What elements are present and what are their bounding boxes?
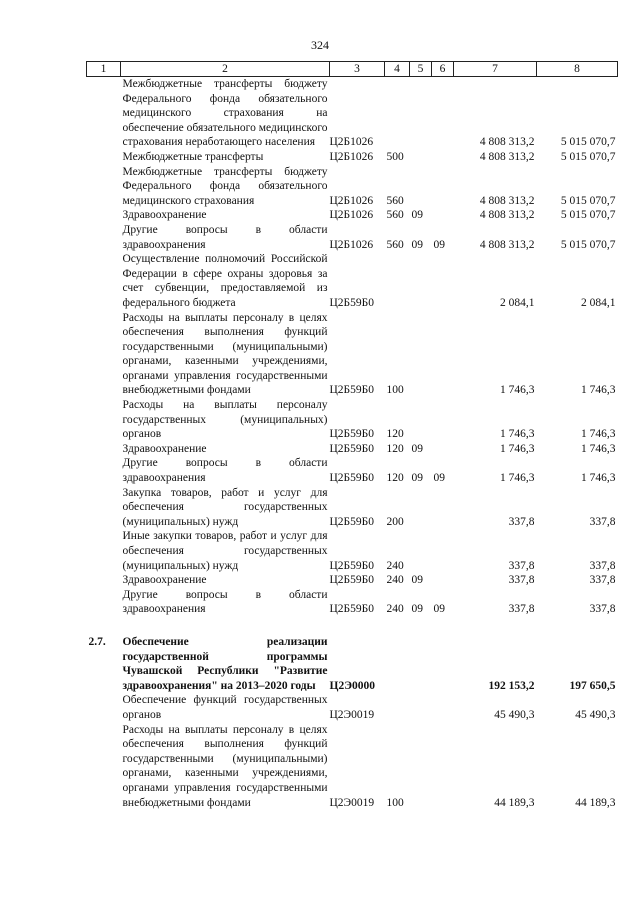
expense-type-code: 560 [386,209,404,222]
target-article-code: Ц2Б59Б0 [329,574,375,587]
column-header: 7 [454,62,537,77]
section-number [87,486,121,530]
amount-year-1: 4 808 313,2 [479,209,535,222]
amount-year-2: 337,8 [589,559,616,572]
expense-type-code: 500 [386,150,404,163]
expense-name: Межбюджетные трансферты бюджету Федерального фонда обязательного медицинского страхования на обеспечение обязательного медицинского страхования неработающего населения [122,78,328,149]
expense-name: Иные закупки товаров, работ и услуг для обеспечения государственных (муниципальных) нужд [122,530,328,572]
section-code: 09 [411,238,423,251]
target-article-code: Ц2Б1026 [329,238,374,251]
subsection-code [432,693,454,722]
amount-year-1: 337,8 [508,515,535,528]
table-row [87,486,618,530]
subsection-code: 09 [433,472,445,485]
section-number: 2.7. [88,635,106,648]
subsection-code: 09 [433,238,445,251]
expense-name: Здравоохранение [122,442,207,455]
page-number: 324 [311,38,329,52]
amount-year-1: 2 084,1 [500,296,535,309]
amount-year-2: 1 746,3 [581,384,616,397]
expense-type-code: 240 [386,603,404,616]
expense-type-code [385,635,410,693]
subsection-code [432,252,454,310]
amount-year-2: 1 746,3 [581,472,616,485]
table-body [87,77,618,811]
expense-name: Расходы на выплаты персоналу государственных (муниципальных) органов [122,399,328,441]
expense-name: Другие вопросы в области здравоохранения [122,223,328,251]
expense-type-code [385,252,410,310]
amount-year-1: 1 746,3 [500,472,535,485]
target-article-code: Ц2Э0000 [329,679,375,692]
amount-year-2: 5 015 070,7 [560,238,616,251]
section-code [410,77,432,150]
subsection-code [432,208,454,223]
expense-type-code: 560 [386,238,404,251]
expense-name: Осуществление полномочий Российской Федерации в сфере охраны здоровья за счет субвенции, предоставляемой из федерального бюджета [122,253,328,309]
amount-year-1: 1 746,3 [500,384,535,397]
section-code: 09 [411,472,423,485]
amount-year-2: 2 084,1 [581,296,616,309]
expense-name: Закупка товаров, работ и услуг для обеспечения государственных (муниципальных) нужд [122,486,328,528]
subsection-code [432,442,454,457]
subsection-code [432,165,454,209]
section-number [87,252,121,310]
expense-name: Здравоохранение [122,574,207,587]
target-article-code: Ц2Б59Б0 [329,472,375,485]
section-number [87,311,121,399]
table-row [87,77,618,150]
amount-year-1: 337,8 [508,559,535,572]
expense-type-code [385,77,410,150]
subsection-code [432,635,454,693]
target-article-code: Ц2Б59Б0 [329,442,375,455]
column-header: 6 [432,62,454,77]
amount-year-1: 337,8 [508,603,535,616]
section-number [87,223,121,252]
section-code [410,693,432,722]
table-row [87,529,618,573]
target-article-code: Ц2Б59Б0 [329,428,375,441]
amount-year-2: 337,8 [589,574,616,587]
target-article-code: Ц2Б1026 [329,136,374,149]
table-row [87,588,618,617]
table-row [87,150,618,165]
subsection-code [432,77,454,150]
expense-type-code: 120 [386,472,404,485]
expense-type-code: 120 [386,442,404,455]
table-row [87,165,618,209]
table-row [87,311,618,399]
table-row [87,456,618,485]
target-article-code: Ц2Б59Б0 [329,296,375,309]
section-code: 09 [411,209,423,222]
expense-name: Обеспечение функций государственных органов [122,694,328,721]
amount-year-2: 5 015 070,7 [560,194,616,207]
amount-year-2: 5 015 070,7 [560,136,616,149]
target-article-code: Ц2Б1026 [329,150,374,163]
expense-name: Расходы на выплаты персоналу в целях обеспечения выполнения функций государственными (муниципальными) органами, казенными учреждениями, органами управления государственными внебюджетными фондами [122,723,328,809]
amount-year-2: 44 189,3 [575,796,616,809]
budget-table [86,61,618,810]
amount-year-2: 45 490,3 [575,708,616,721]
amount-year-2: 337,8 [589,603,616,616]
table-row [87,398,618,442]
expense-type-code: 240 [386,559,404,572]
section-number [87,693,121,722]
subsection-code [432,529,454,573]
target-article-code: Ц2Б59Б0 [329,603,375,616]
section-code [410,398,432,442]
expense-name: Межбюджетные трансферты бюджету Федерального фонда обязательного медицинского страхования [122,165,328,207]
amount-year-1: 192 153,2 [488,679,535,692]
amount-year-1: 4 808 313,2 [479,136,535,149]
expense-type-code: 120 [386,428,404,441]
subsection-code [432,486,454,530]
column-header: 4 [385,62,410,77]
amount-year-1: 1 746,3 [500,428,535,441]
section-code [410,165,432,209]
section-number [87,165,121,209]
section-number [87,77,121,150]
expense-type-code [385,693,410,722]
section-code [410,723,432,811]
amount-year-1: 4 808 313,2 [479,150,535,163]
amount-year-2: 1 746,3 [581,442,616,455]
section-code: 09 [411,442,423,455]
section-number [87,529,121,573]
expense-type-code: 240 [386,574,404,587]
subsection-code [432,573,454,588]
table-row [87,223,618,252]
column-header: 1 [87,62,121,77]
target-article-code: Ц2Б59Б0 [329,515,375,528]
expense-type-code: 560 [386,194,404,207]
subsection-code: 09 [433,603,445,616]
expense-name: Другие вопросы в области здравоохранения [122,457,328,485]
table-row [87,635,618,693]
section-code: 09 [411,574,423,587]
section-number [87,456,121,485]
amount-year-2: 1 746,3 [581,428,616,441]
subsection-code [432,150,454,165]
section-code [410,252,432,310]
section-number [87,150,121,165]
expense-name: Другие вопросы в области здравоохранения [122,588,328,616]
section-number [87,208,121,223]
target-article-code: Ц2Э0019 [329,708,375,721]
amount-year-2: 337,8 [589,515,616,528]
target-article-code: Ц2Э0019 [329,796,375,809]
target-article-code: Ц2Б1026 [329,209,374,222]
amount-year-1: 4 808 313,2 [479,238,535,251]
column-number-row [87,62,618,77]
subsection-code [432,398,454,442]
expense-name: Расходы на выплаты персоналу в целях обеспечения выполнения функций государственными (муниципальными) органами, казенными учреждениями, органами управления государственными внебюджетными фондами [122,311,328,397]
section-code: 09 [411,603,423,616]
expense-name: Здравоохранение [122,209,207,222]
table-row [87,208,618,223]
table-row [87,723,618,811]
target-article-code: Ц2Б1026 [329,194,374,207]
amount-year-2: 197 650,5 [569,679,616,692]
table-row [87,252,618,310]
expense-type-code: 100 [386,796,404,809]
column-header: 5 [410,62,432,77]
expense-type-code: 200 [386,515,404,528]
table-row [87,693,618,722]
subsection-code [432,723,454,811]
section-number [87,723,121,811]
expense-name: Межбюджетные трансферты [122,150,264,163]
amount-year-2: 5 015 070,7 [560,150,616,163]
spacer-row [87,617,618,635]
column-header: 8 [537,62,618,77]
section-code [410,635,432,693]
amount-year-1: 44 189,3 [494,796,535,809]
amount-year-1: 337,8 [508,574,535,587]
column-header: 3 [330,62,385,77]
amount-year-1: 4 808 313,2 [479,194,535,207]
amount-year-2: 5 015 070,7 [560,209,616,222]
amount-year-1: 1 746,3 [500,442,535,455]
section-code [410,311,432,399]
target-article-code: Ц2Б59Б0 [329,384,375,397]
expense-type-code: 100 [386,384,404,397]
column-header: 2 [121,62,330,77]
section-code [410,529,432,573]
subsection-code [432,311,454,399]
section-number [87,573,121,588]
table-row [87,573,618,588]
section-code [410,486,432,530]
section-number [87,398,121,442]
amount-year-1: 45 490,3 [494,708,535,721]
section-code [410,150,432,165]
expense-name: Обеспечение реализации государственной программы Чувашской Республики "Развитие здравоохранения" на 2013–2020 годы [122,635,328,692]
table-row [87,442,618,457]
section-number [87,588,121,617]
section-number [87,442,121,457]
target-article-code: Ц2Б59Б0 [329,559,375,572]
